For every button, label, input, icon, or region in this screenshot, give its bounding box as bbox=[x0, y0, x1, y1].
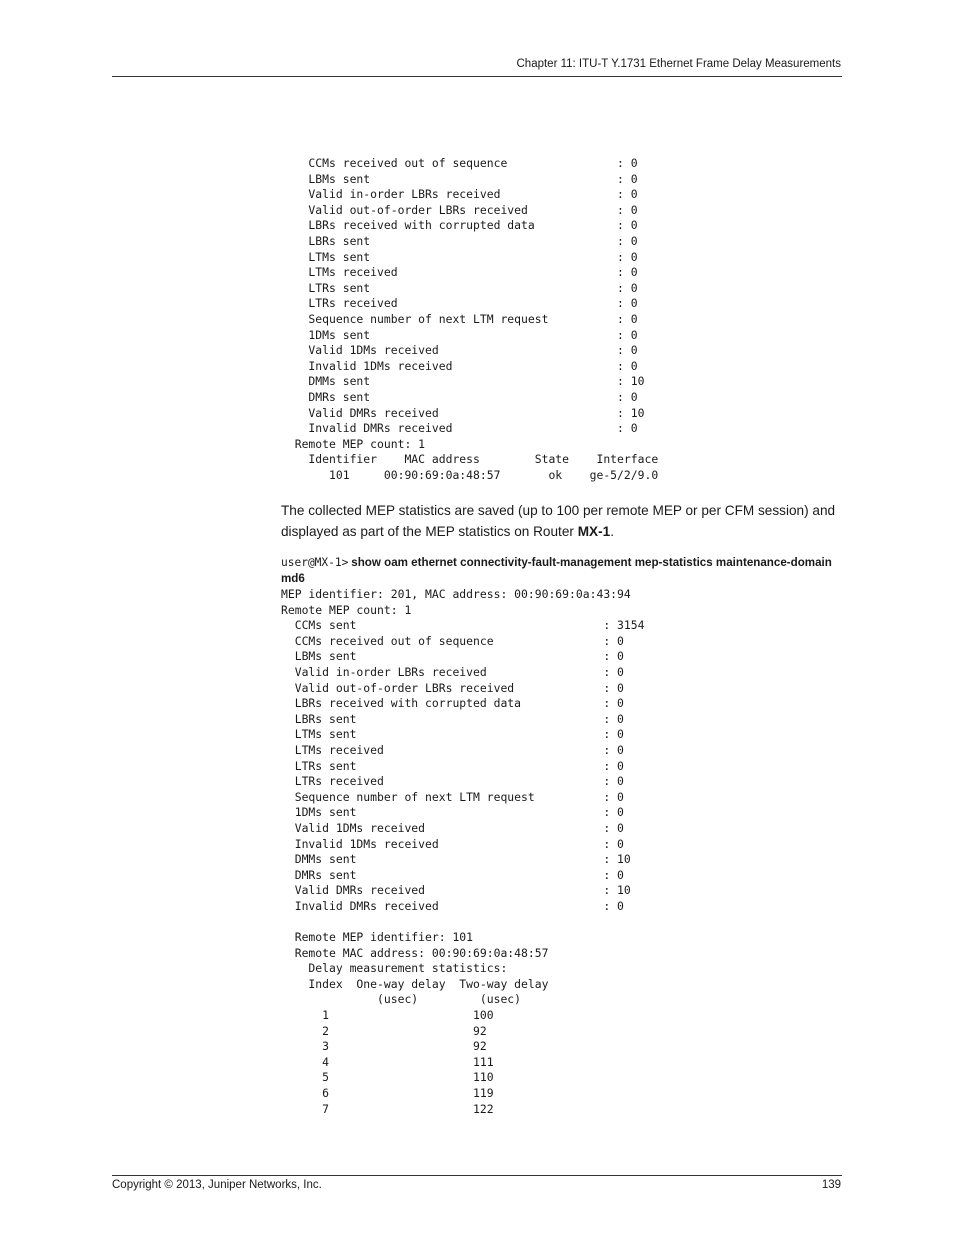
code-line: Sequence number of next LTM request : 0 bbox=[281, 789, 624, 804]
chapter-header: Chapter 11: ITU-T Y.1731 Ethernet Frame Delay Measurements bbox=[516, 58, 841, 70]
code-line: DMMs sent : 10 bbox=[281, 374, 645, 389]
cli-command bbox=[281, 555, 841, 587]
code-line: Valid in-order LBRs received : 0 bbox=[281, 187, 638, 202]
paragraph-end: . bbox=[610, 523, 614, 539]
page-number: 139 bbox=[821, 1179, 841, 1191]
footer-rule bbox=[112, 1175, 842, 1176]
code-line: Valid DMRs received : 10 bbox=[281, 405, 645, 420]
code-line: Invalid DMRs received : 0 bbox=[281, 898, 624, 913]
code-line: CCMs received out of sequence : 0 bbox=[281, 156, 638, 170]
code-line: Valid in-order LBRs received : 0 bbox=[281, 664, 624, 679]
code-line: LTRs received : 0 bbox=[281, 296, 638, 311]
code-line: LBMs sent : 0 bbox=[281, 171, 638, 186]
code-line: LTRs received : 0 bbox=[281, 774, 624, 789]
code-line: LBRs received with corrupted data : 0 bbox=[281, 218, 638, 233]
code-line: 101 00:90:69:0a:48:57 ok ge-5/2/9.0 bbox=[281, 467, 659, 482]
code-line: DMMs sent : 10 bbox=[281, 852, 631, 867]
cli-command-text: show oam ethernet connectivity-fault-management mep-statistics maintenance-domain md6 bbox=[281, 556, 832, 585]
code-line: Index One-way delay Two-way delay bbox=[281, 976, 549, 991]
code-line: LBRs received with corrupted data : 0 bbox=[281, 696, 624, 711]
code-line: CCMs received out of sequence : 0 bbox=[281, 633, 624, 648]
code-line: Valid 1DMs received : 0 bbox=[281, 820, 624, 835]
code-line: CCMs sent : 3154 bbox=[281, 618, 645, 633]
code-line: Invalid 1DMs received : 0 bbox=[281, 836, 624, 851]
code-line: 7 122 bbox=[281, 1101, 494, 1116]
body-paragraph bbox=[281, 501, 841, 542]
code-line: Valid out-of-order LBRs received : 0 bbox=[281, 680, 624, 695]
code-line: Remote MEP identifier: 101 bbox=[281, 930, 474, 945]
code-line: LTMs sent : 0 bbox=[281, 727, 624, 742]
code-line: 6 119 bbox=[281, 1086, 494, 1100]
code-line: DMRs sent : 0 bbox=[281, 867, 624, 882]
code-line: 3 92 bbox=[281, 1039, 487, 1054]
code-line: 1DMs sent : 0 bbox=[281, 805, 624, 820]
paragraph-text: The collected MEP statistics are saved (up to 100 per remote MEP or per CFM session) and displayed as part of the MEP statistics on Router bbox=[281, 503, 836, 539]
code-line: Sequence number of next LTM request : 0 bbox=[281, 311, 638, 326]
cli-output-continued bbox=[281, 156, 658, 483]
code-line: LBRs sent : 0 bbox=[281, 233, 638, 248]
code-line: Invalid DMRs received : 0 bbox=[281, 421, 638, 436]
footer-copyright: Copyright © 2013, Juniper Networks, Inc. bbox=[112, 1179, 322, 1191]
code-line: LTMs sent : 0 bbox=[281, 249, 638, 264]
code-line: LTMs received : 0 bbox=[281, 265, 638, 280]
code-line: LTMs received : 0 bbox=[281, 742, 624, 757]
code-line: 1 100 bbox=[281, 1008, 494, 1023]
code-line: Identifier MAC address State Interface bbox=[281, 452, 659, 467]
code-line: Remote MEP count: 1 bbox=[281, 602, 412, 617]
code-line: 1DMs sent : 0 bbox=[281, 327, 638, 342]
code-line: DMRs sent : 0 bbox=[281, 389, 638, 404]
code-line: Remote MAC address: 00:90:69:0a:48:57 bbox=[281, 945, 549, 960]
router-name: MX-1 bbox=[577, 523, 611, 539]
code-line: Valid DMRs received : 10 bbox=[281, 883, 631, 898]
code-line: LBMs sent : 0 bbox=[281, 649, 624, 664]
code-line: (usec) (usec) bbox=[281, 992, 522, 1007]
code-line: LTRs sent : 0 bbox=[281, 280, 638, 295]
cli-output-mep-statistics bbox=[281, 587, 644, 1117]
code-line: Valid 1DMs received : 0 bbox=[281, 343, 638, 358]
code-line: MEP identifier: 201, MAC address: 00:90:69:0a:43:94 bbox=[281, 587, 631, 601]
code-line: LTRs sent : 0 bbox=[281, 758, 624, 773]
code-line: LBRs sent : 0 bbox=[281, 711, 624, 726]
code-line: Remote MEP count: 1 bbox=[281, 436, 426, 451]
header-rule bbox=[112, 76, 842, 77]
cli-prompt: user@MX-1> bbox=[281, 556, 349, 569]
code-line: Invalid 1DMs received : 0 bbox=[281, 358, 638, 373]
code-line: Delay measurement statistics: bbox=[281, 961, 508, 976]
code-line: 2 92 bbox=[281, 1023, 487, 1038]
code-line: Valid out-of-order LBRs received : 0 bbox=[281, 202, 638, 217]
code-line: 4 111 bbox=[281, 1054, 494, 1069]
code-line: 5 110 bbox=[281, 1070, 494, 1085]
